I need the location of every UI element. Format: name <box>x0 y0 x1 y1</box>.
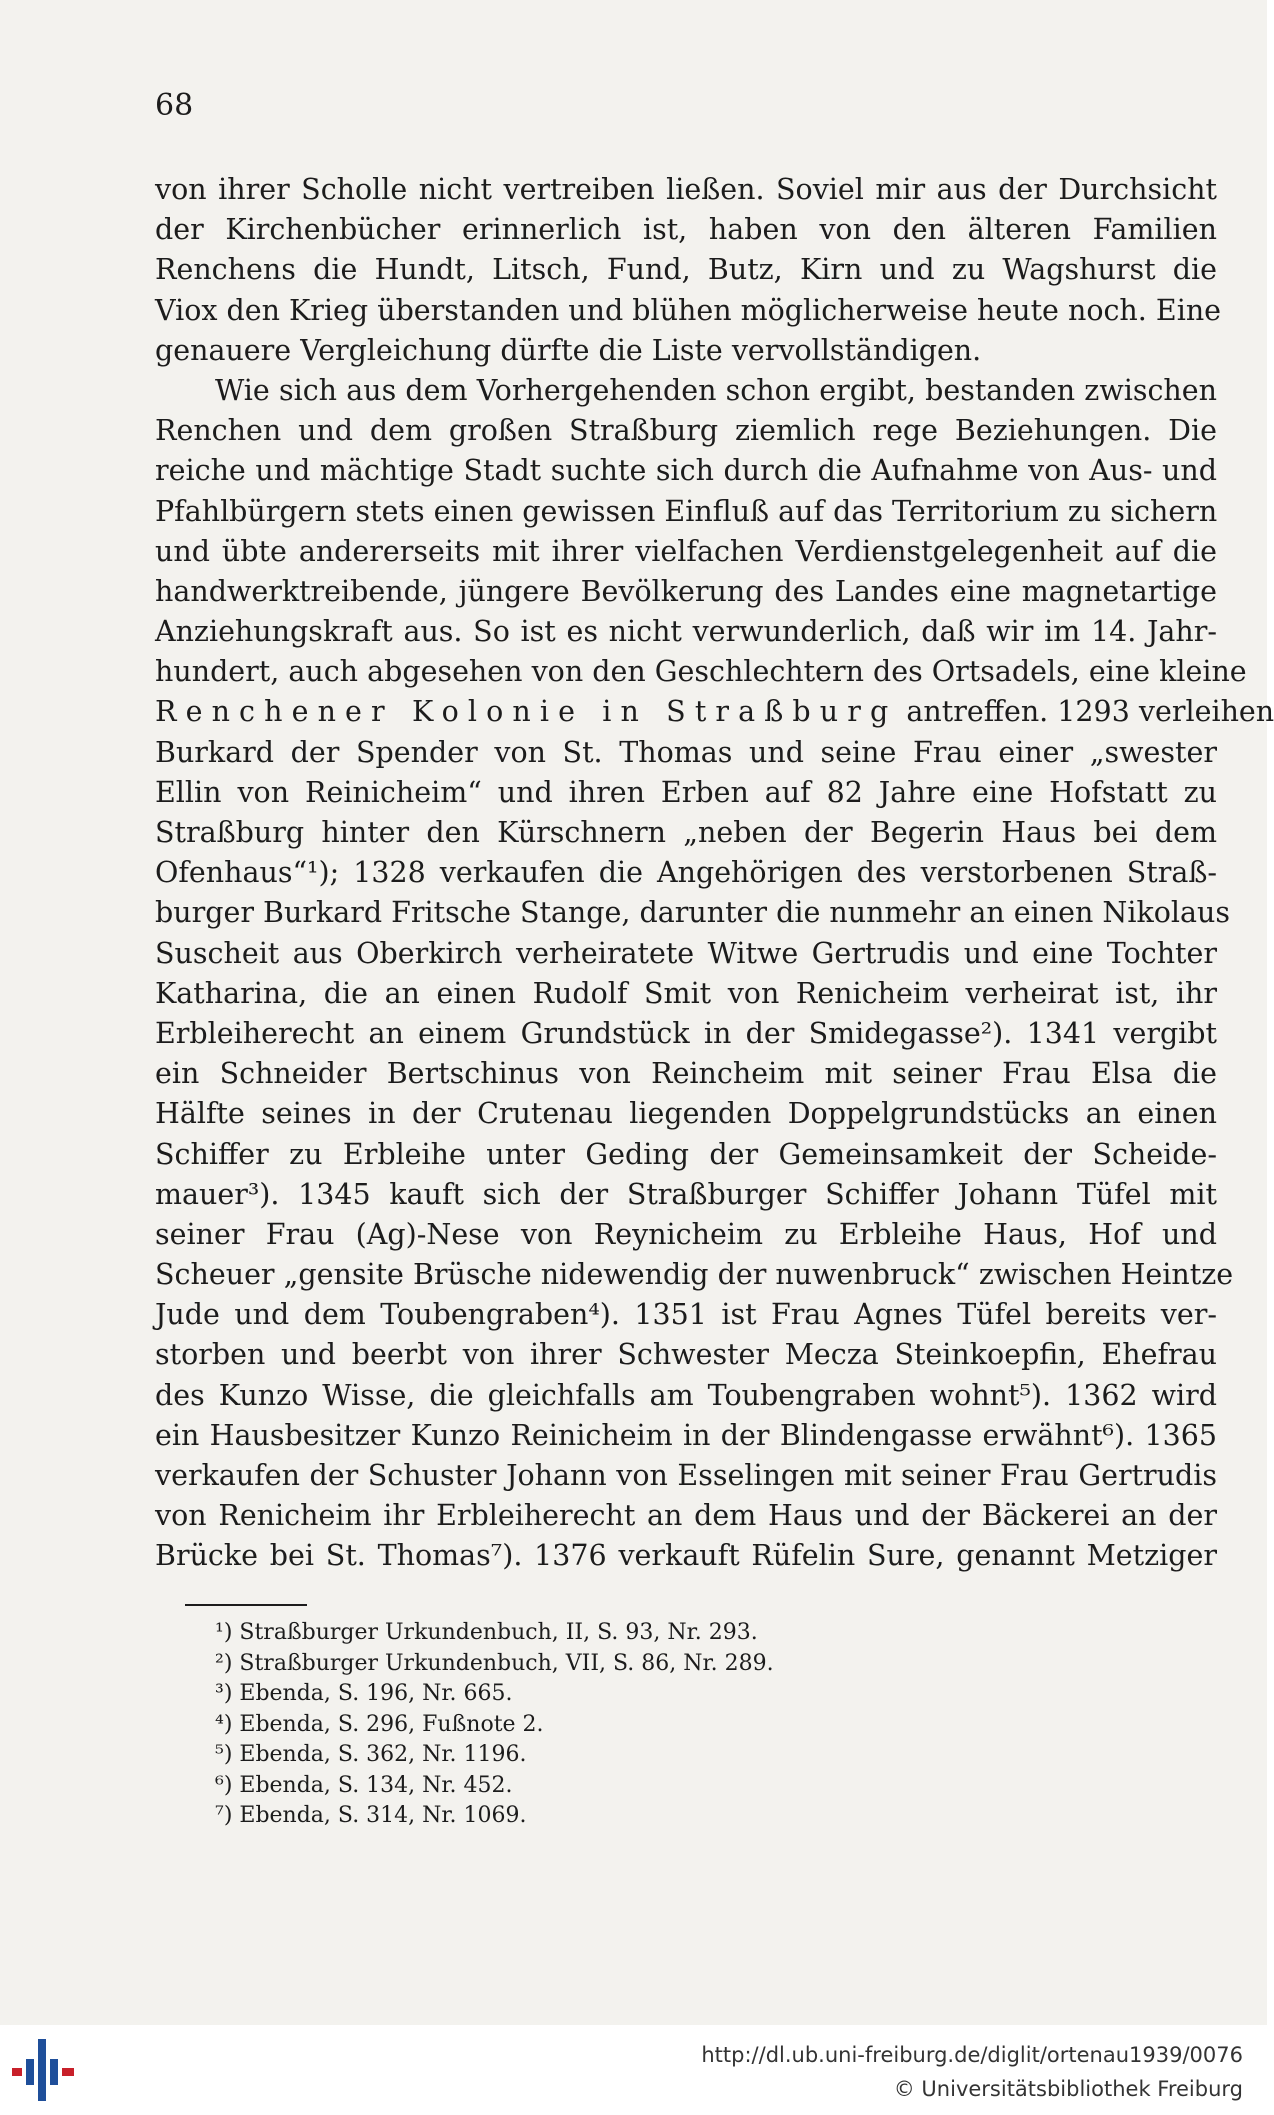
body-line: Jude und dem Toubengraben⁴). 1351 ist Frau Agnes Tüfel bereits ver- <box>155 1298 1217 1332</box>
body-line: und übte andererseits mit ihrer vielfachen Verdienstgelegenheit auf die <box>155 534 1217 568</box>
body-line: der Kirchenbücher erinnerlich ist, haben von den älteren Familien <box>155 213 1217 247</box>
body-line-spaced <box>155 692 1274 732</box>
copyright-notice: © Universitätsbibliothek Freiburg <box>893 2077 1243 2101</box>
footnote-3: ³) Ebenda, S. 196, Nr. 665. <box>215 1681 513 1706</box>
body-line: reiche und mächtige Stadt suchte sich durch die Aufnahme von Aus- und <box>155 454 1217 488</box>
body-line: Ellin von Reinicheim“ und ihren Erben auf 82 Jahre eine Hofstatt zu <box>155 775 1217 809</box>
body-line: Anziehungskraft aus. So ist es nicht verwunderlich, daß wir im 14. Jahr- <box>155 615 1217 649</box>
body-line: Hälfte seines in der Crutenau liegenden Doppelgrundstücks an einen <box>155 1097 1217 1131</box>
logo-bar-right <box>50 2059 58 2085</box>
footnote-5: ⁵) Ebenda, S. 362, Nr. 1196. <box>215 1742 527 1767</box>
footnote-6: ⁶) Ebenda, S. 134, Nr. 452. <box>215 1772 513 1798</box>
body-line: Viox den Krieg überstanden und blühen möglicherweise heute noch. Eine <box>155 293 1222 327</box>
logo-bar-left <box>26 2059 34 2085</box>
body-line: burger Burkard Fritsche Stange, darunter die nunmehr an einen Nikolaus <box>155 896 1230 930</box>
body-line: Wie sich aus dem Vorhergehenden schon ergibt, bestanden zwischen <box>215 373 1217 407</box>
footnote-divider <box>185 1604 307 1606</box>
body-line: ein Schneider Bertschinus von Reincheim mit seiner Frau Elsa die <box>155 1057 1217 1091</box>
logo-bar-center <box>38 2039 46 2101</box>
ub-freiburg-logo-icon <box>10 2035 80 2105</box>
body-line: Renchens die Hundt, Litsch, Fund, Butz, Kirn und zu Wagshurst die <box>155 253 1217 287</box>
body-line: Burkard der Spender von St. Thomas und seine Frau einer „swester <box>155 735 1217 769</box>
body-line: storben und beerbt von ihrer Schwester Mecza Steinkoepfin, Ehefrau <box>155 1338 1217 1372</box>
spaced-phrase: Renchener Kolonie in Straßburg <box>155 695 898 729</box>
body-line: Ofenhaus“¹); 1328 verkaufen die Angehörigen des verstorbenen Straß- <box>155 856 1217 890</box>
body-line: Pfahlbürgern stets einen gewissen Einfluß auf das Territorium zu sichern <box>155 494 1218 528</box>
body-line: hundert, auch abgesehen von den Geschlechtern des Ortsadels, eine kleine <box>155 655 1247 689</box>
body-line-rest: antreffen. 1293 verleihen <box>897 695 1274 729</box>
body-line: ein Hausbesitzer Kunzo Reinicheim in der Blindengasse erwähnt⁶). 1365 <box>155 1418 1217 1452</box>
body-line: mauer³). 1345 kauft sich der Straßburger Schiffer Johann Tüfel mit <box>155 1177 1217 1211</box>
body-line: Suscheit aus Oberkirch verheiratete Witwe Gertrudis und eine Tochter <box>155 936 1217 970</box>
page-number: 68 <box>155 88 194 123</box>
body-line: seiner Frau (Ag)-Nese von Reynicheim zu Erbleihe Haus, Hof und <box>155 1217 1217 1251</box>
body-line: genauere Vergleichung dürfte die Liste vervollständigen. <box>155 333 982 367</box>
logo-dash-left <box>12 2068 22 2076</box>
footer-bar <box>0 2025 1267 2115</box>
footnote-7: ⁷) Ebenda, S. 314, Nr. 1069. <box>215 1803 527 1828</box>
body-line: Erbleiherecht an einem Grundstück in der Smidegasse²). 1341 vergibt <box>155 1016 1217 1050</box>
body-line: Brücke bei St. Thomas⁷). 1376 verkauft Rüfelin Sure, genannt Metziger <box>155 1539 1217 1573</box>
body-line: Renchen und dem großen Straßburg ziemlich rege Beziehungen. Die <box>155 414 1217 448</box>
footnotes <box>215 1618 774 1832</box>
body-line: Schiffer zu Erbleihe unter Geding der Gemeinsamkeit der Scheide- <box>155 1137 1217 1171</box>
logo-dash-right <box>62 2068 74 2076</box>
body-line: Katharina, die an einen Rudolf Smit von Renicheim verheirat ist, ihr <box>155 976 1217 1010</box>
source-url-link[interactable]: http://dl.ub.uni-freiburg.de/diglit/ortenau1939/0076 <box>701 2043 1243 2067</box>
body-line: des Kunzo Wisse, die gleichfalls am Toubengraben wohnt⁵). 1362 wird <box>155 1378 1217 1412</box>
body-line: Straßburg hinter den Kürschnern „neben der Begerin Haus bei dem <box>155 816 1217 849</box>
body-line: verkaufen der Schuster Johann von Esselingen mit seiner Frau Gertrudis <box>155 1459 1217 1492</box>
footnote-2: ²) Straßburger Urkundenbuch, VII, S. 86, Nr. 289. <box>215 1650 774 1676</box>
body-line: handwerktreibende, jüngere Bevölkerung des Landes eine magnetartige <box>155 574 1217 608</box>
body-line: von Renicheim ihr Erbleiherecht an dem Haus und der Bäckerei an der <box>155 1499 1217 1533</box>
body-line: von ihrer Scholle nicht vertreiben ließen. Soviel mir aus der Durchsicht <box>155 173 1217 206</box>
body-line: Scheuer „gensite Brüsche nidewendig der nuwenbruck“ zwischen Heintze <box>155 1258 1234 1292</box>
body-text <box>155 170 1274 1577</box>
footnote-4: ⁴) Ebenda, S. 296, Fußnote 2. <box>215 1711 544 1737</box>
footnote-1: ¹) Straßburger Urkundenbuch, II, S. 93, Nr. 293. <box>215 1620 758 1645</box>
